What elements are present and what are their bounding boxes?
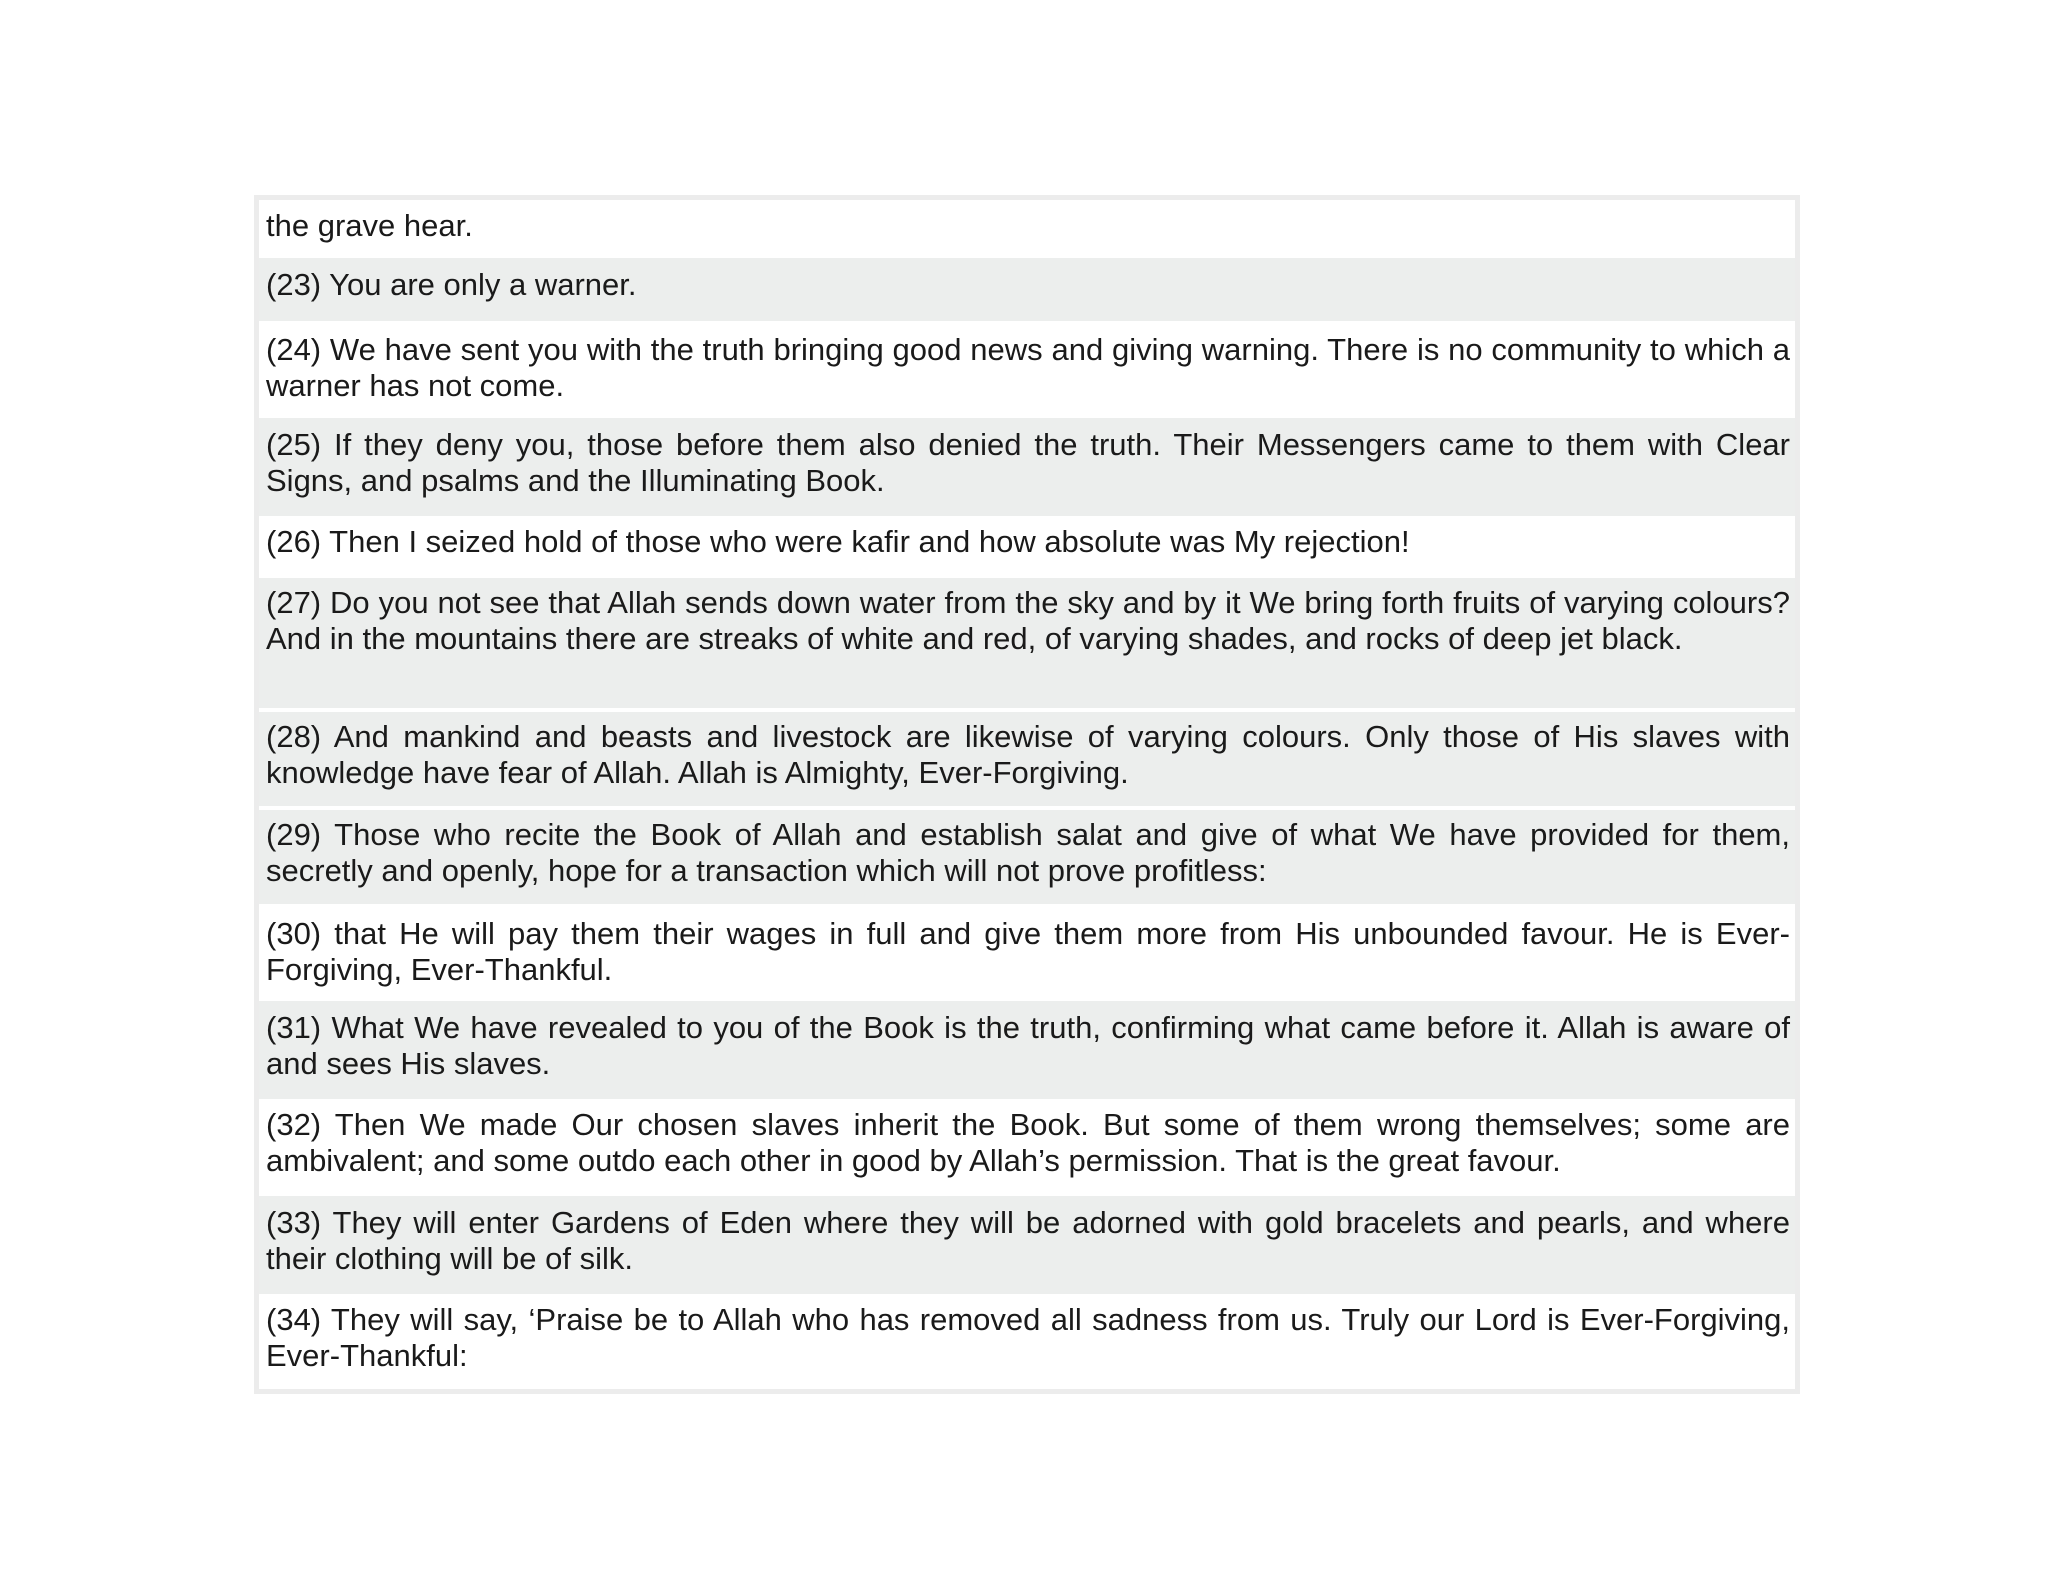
verse-row: (24) We have sent you with the truth bringing good news and giving warning. There is no community to which a warner has not come. [259, 321, 1795, 418]
verse-row: (33) They will enter Gardens of Eden where they will be adorned with gold bracelets and pearls, and where their clothing will be of silk. [259, 1196, 1795, 1294]
verse-table [254, 195, 1800, 1394]
verse-row: (32) Then We made Our chosen slaves inherit the Book. But some of them wrong themselves; some are ambivalent; and some outdo each other in good by Allah’s permission. That is the great favour. [259, 1099, 1795, 1196]
verse-row: (31) What We have revealed to you of the Book is the truth, confirming what came before it. Allah is aware of and sees His slaves. [259, 1001, 1795, 1099]
verse-row: (27) Do you not see that Allah sends down water from the sky and by it We bring forth fruits of varying colours? And in the mountains there are streaks of white and red, of varying shades, and rocks of deep jet black. [259, 574, 1795, 708]
verse-row: (23) You are only a warner. [259, 258, 1795, 321]
verse-row: (26) Then I seized hold of those who were kafir and how absolute was My rejection! [259, 516, 1795, 574]
verse-row: (29) Those who recite the Book of Allah and establish salat and give of what We have provided for them, secretly and openly, hope for a transaction which will not prove profitless: [259, 806, 1795, 904]
verse-row: the grave hear. [259, 200, 1795, 258]
verse-row: (28) And mankind and beasts and livestock are likewise of varying colours. Only those of His slaves with knowledge have fear of Allah. Allah is Almighty, Ever-Forgiving. [259, 708, 1795, 806]
verse-row: (34) They will say, ‘Praise be to Allah who has removed all sadness from us. Truly our Lord is Ever-Forgiving, Ever-Thankful: [259, 1294, 1795, 1389]
verse-row: (30) that He will pay them their wages in full and give them more from His unbounded favour. He is Ever-Forgiving, Ever-Thankful. [259, 904, 1795, 1001]
verse-row: (25) If they deny you, those before them also denied the truth. Their Messengers came to them with Clear Signs, and psalms and the Illuminating Book. [259, 418, 1795, 516]
